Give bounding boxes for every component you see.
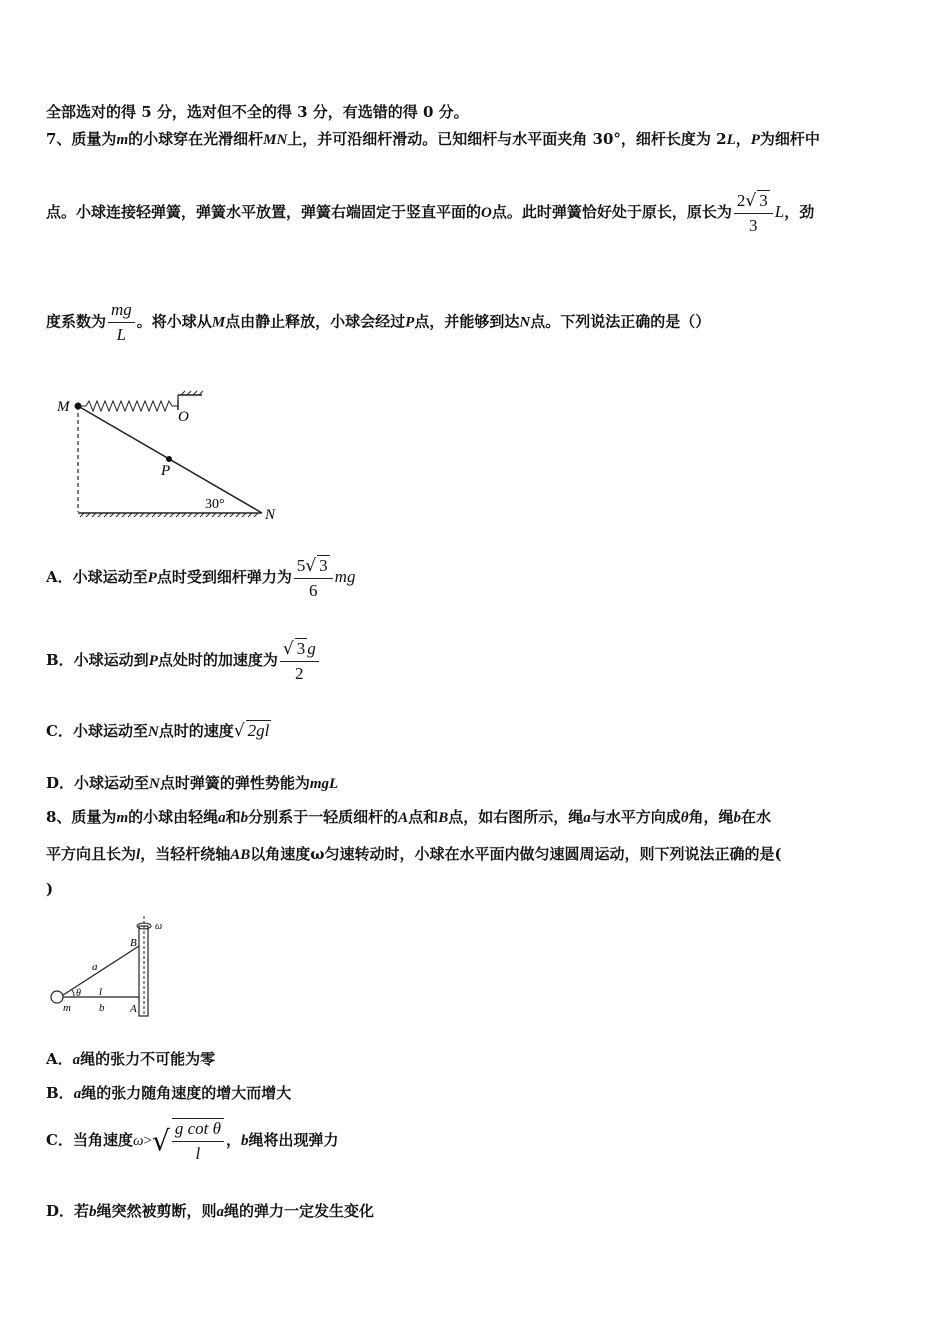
frac-denominator: 3 <box>749 216 758 235</box>
q8-stem-line-1 <box>46 806 771 827</box>
q7-text: 点由静止释放，小球会经过 <box>225 312 406 331</box>
label-m: M <box>57 399 70 415</box>
instructions-line <box>46 101 469 122</box>
q8-text: 8、质量为 <box>46 808 117 826</box>
q7-text: ， <box>735 130 751 148</box>
option-text: 绳的张力随角速度的增大而增大 <box>81 1084 292 1102</box>
q7-var-o: O <box>481 205 492 221</box>
q8-text: 分别系于一轻质细杆的 <box>248 808 399 826</box>
q8-option-b[interactable] <box>46 1082 291 1103</box>
q8-text: 的小球由轻绳 <box>128 808 219 826</box>
label-a-point: A <box>130 1003 137 1015</box>
q8-var-b-point: B <box>438 810 449 826</box>
option-c-sqrt: √ 2gl <box>233 721 270 741</box>
frac-radicand: 3 <box>759 191 768 210</box>
greater-than: > <box>143 1133 153 1149</box>
q7-text: 上，并可沿细杆滑动。已知细杆与水平面夹角 30°，细杆长度为 2 <box>287 130 727 148</box>
option-var-p: P <box>148 653 158 669</box>
label-mass-m: m <box>63 1002 71 1014</box>
q8-text: 点和 <box>408 808 439 826</box>
q7-text: 点。下列说法正确的是（） <box>530 312 711 331</box>
q8-option-d[interactable] <box>46 1200 374 1221</box>
q8-text: ，当轻杆绕轴 <box>140 845 231 863</box>
q7-text: 。将小球从 <box>136 312 212 331</box>
option-text: 绳将出现弹力 <box>248 1131 339 1149</box>
option-text: 绳的弹力一定发生变化 <box>224 1202 375 1220</box>
option-text: 点时弹簧的弹性势能为 <box>159 774 310 792</box>
q7-stem-line-1 <box>46 128 820 149</box>
option-text: C．当角速度 <box>46 1131 133 1149</box>
q8-text: 点，如右图所示，绳 <box>448 808 584 826</box>
q7-text: 7、质量为 <box>46 130 117 148</box>
q7-text: 点。小球连接轻弹簧，弹簧水平放置，弹簧右端固定于竖直平面的 <box>46 203 482 221</box>
option-a-fraction: $\frac{5√ 3}{6}$ <box>294 555 333 601</box>
q8-text: 以角速度 <box>250 845 311 863</box>
radical-sign: √ <box>152 1124 170 1158</box>
q7-option-c[interactable] <box>46 720 271 741</box>
q7-text: 度系数为 <box>46 312 107 331</box>
option-var-a: a <box>72 1052 81 1068</box>
q7-var-l: L <box>726 132 736 148</box>
option-var-b: b <box>241 1133 249 1149</box>
instructions-text: 全部选对的得 5 分，选对但不全的得 3 分，有选错的得 0 分。 <box>46 103 469 121</box>
q7-stem-line-3 <box>46 300 710 345</box>
option-text: C．小球运动至 <box>46 722 148 740</box>
q7-option-a[interactable] <box>46 555 355 601</box>
q8-text: 平方向且长为 <box>46 845 137 863</box>
q8-var-b: b <box>240 810 249 826</box>
q7-stem-line-2 <box>46 190 814 236</box>
spring <box>80 401 178 411</box>
q7-text: 的小球穿在光滑细杆 <box>128 130 264 148</box>
option-text: B．小球运动到 <box>46 651 149 669</box>
spring-constant-fraction <box>108 300 135 345</box>
q8-var-l: l <box>136 847 141 863</box>
q8-stem-line-3 <box>46 880 53 898</box>
label-length-l: l <box>99 986 103 998</box>
q8-option-a[interactable] <box>46 1048 215 1069</box>
option-c-fraction <box>172 1118 224 1164</box>
q8-stem-line-2 <box>46 843 782 864</box>
option-text: D．小球运动至 <box>46 774 150 792</box>
option-text: 点时的速度 <box>158 722 234 740</box>
option-text: 点处时的加速度为 <box>157 651 278 669</box>
frac-numerator: mg <box>108 300 135 323</box>
label-o: O <box>178 409 189 425</box>
frac-coef: 2 <box>736 191 746 210</box>
ball-m <box>75 403 82 410</box>
frac-denominator: 6 <box>309 581 318 600</box>
q7-var-n: N <box>519 314 531 331</box>
option-var-n: N <box>147 724 159 740</box>
q8-var-a: a <box>218 810 226 826</box>
label-rope-a: a <box>92 961 98 973</box>
q8-var-a-point: A <box>398 810 409 826</box>
option-text: 点时受到细杆弹力为 <box>156 568 292 586</box>
sqrt-radicand: 2gl <box>247 721 270 740</box>
option-text: A． <box>46 1050 73 1068</box>
q8-var-theta: θ <box>680 810 689 826</box>
spring-length-fraction: $\frac{2√ 3}{3}$ <box>734 190 773 236</box>
q8-var-a: a <box>583 810 591 826</box>
q8-text: 和 <box>225 808 241 826</box>
q7-text: 点。此时弹簧恰好处于原长，原长为 <box>491 203 732 221</box>
option-text: D．若 <box>46 1202 90 1220</box>
option-text: B． <box>46 1084 74 1102</box>
option-var-a: a <box>216 1204 225 1220</box>
q7-incline-figure <box>50 388 290 528</box>
q8-rotation-figure <box>46 916 176 1020</box>
q8-text: 在水 <box>741 808 772 826</box>
q8-text: 与水平方向成 <box>590 808 681 826</box>
option-text: 绳突然被剪断，则 <box>96 1202 217 1220</box>
q7-option-d[interactable] <box>46 772 338 793</box>
frac-denominator: l <box>195 1144 201 1163</box>
q7-var-p: P <box>750 132 760 148</box>
label-rope-b: b <box>99 1002 105 1014</box>
frac-radicand: 3 <box>319 556 328 575</box>
option-text: A．小球运动至 <box>46 568 148 586</box>
q7-text: 点，并能够到达 <box>414 312 520 331</box>
frac-numerator: g cot θ <box>172 1119 224 1142</box>
option-var-n: N <box>149 776 160 792</box>
option-var-a: a <box>73 1086 82 1102</box>
label-angle: 30° <box>205 497 225 512</box>
q7-var-mn: MN <box>263 132 288 148</box>
frac-var-g: g <box>307 639 316 658</box>
q8-option-c[interactable] <box>46 1118 339 1164</box>
label-theta: θ <box>76 988 81 999</box>
q8-var-b: b <box>733 810 742 826</box>
q8-var-m: m <box>116 810 129 826</box>
q7-option-b[interactable] <box>46 638 321 684</box>
frac-denominator: 2 <box>295 664 304 683</box>
q8-text: ) <box>46 880 54 898</box>
option-var-b: b <box>89 1204 97 1220</box>
frac-denominator: L <box>116 325 127 344</box>
q7-text: 为细杆中 <box>759 130 820 148</box>
q8-var-omega: ω <box>310 845 325 863</box>
q8-text: 角，绳 <box>688 808 734 826</box>
option-text: ， <box>225 1131 241 1149</box>
frac-radicand: 3 <box>296 639 306 658</box>
option-var-mgl: mgL <box>309 776 339 792</box>
option-text: 绳的张力不可能为零 <box>80 1050 216 1068</box>
option-b-fraction: $\frac{√ 3 g}{2}$ <box>280 638 319 684</box>
q7-text: ，劲 <box>784 203 815 221</box>
label-n: N <box>265 507 276 523</box>
q7-var-l: L <box>774 202 785 221</box>
label-omega: ω <box>155 921 163 932</box>
frac-coef: 5 <box>296 556 306 575</box>
ball-m <box>51 991 63 1003</box>
option-var-p: P <box>147 570 157 586</box>
point-p <box>166 456 172 462</box>
q8-var-ab: AB <box>230 847 251 863</box>
q7-var-p: P <box>405 314 415 331</box>
option-var-omega: ω <box>132 1133 144 1149</box>
label-b-point: B <box>130 937 137 949</box>
label-p: P <box>161 463 171 479</box>
q7-var-m: m <box>116 132 129 148</box>
q8-text: 匀速转动时，小球在水平面内做匀速圆周运动，则下列说法正确的是( <box>324 845 782 863</box>
angle-arc <box>72 990 74 997</box>
q7-var-m-point: M <box>211 314 226 331</box>
option-var-mg: mg <box>334 567 356 586</box>
